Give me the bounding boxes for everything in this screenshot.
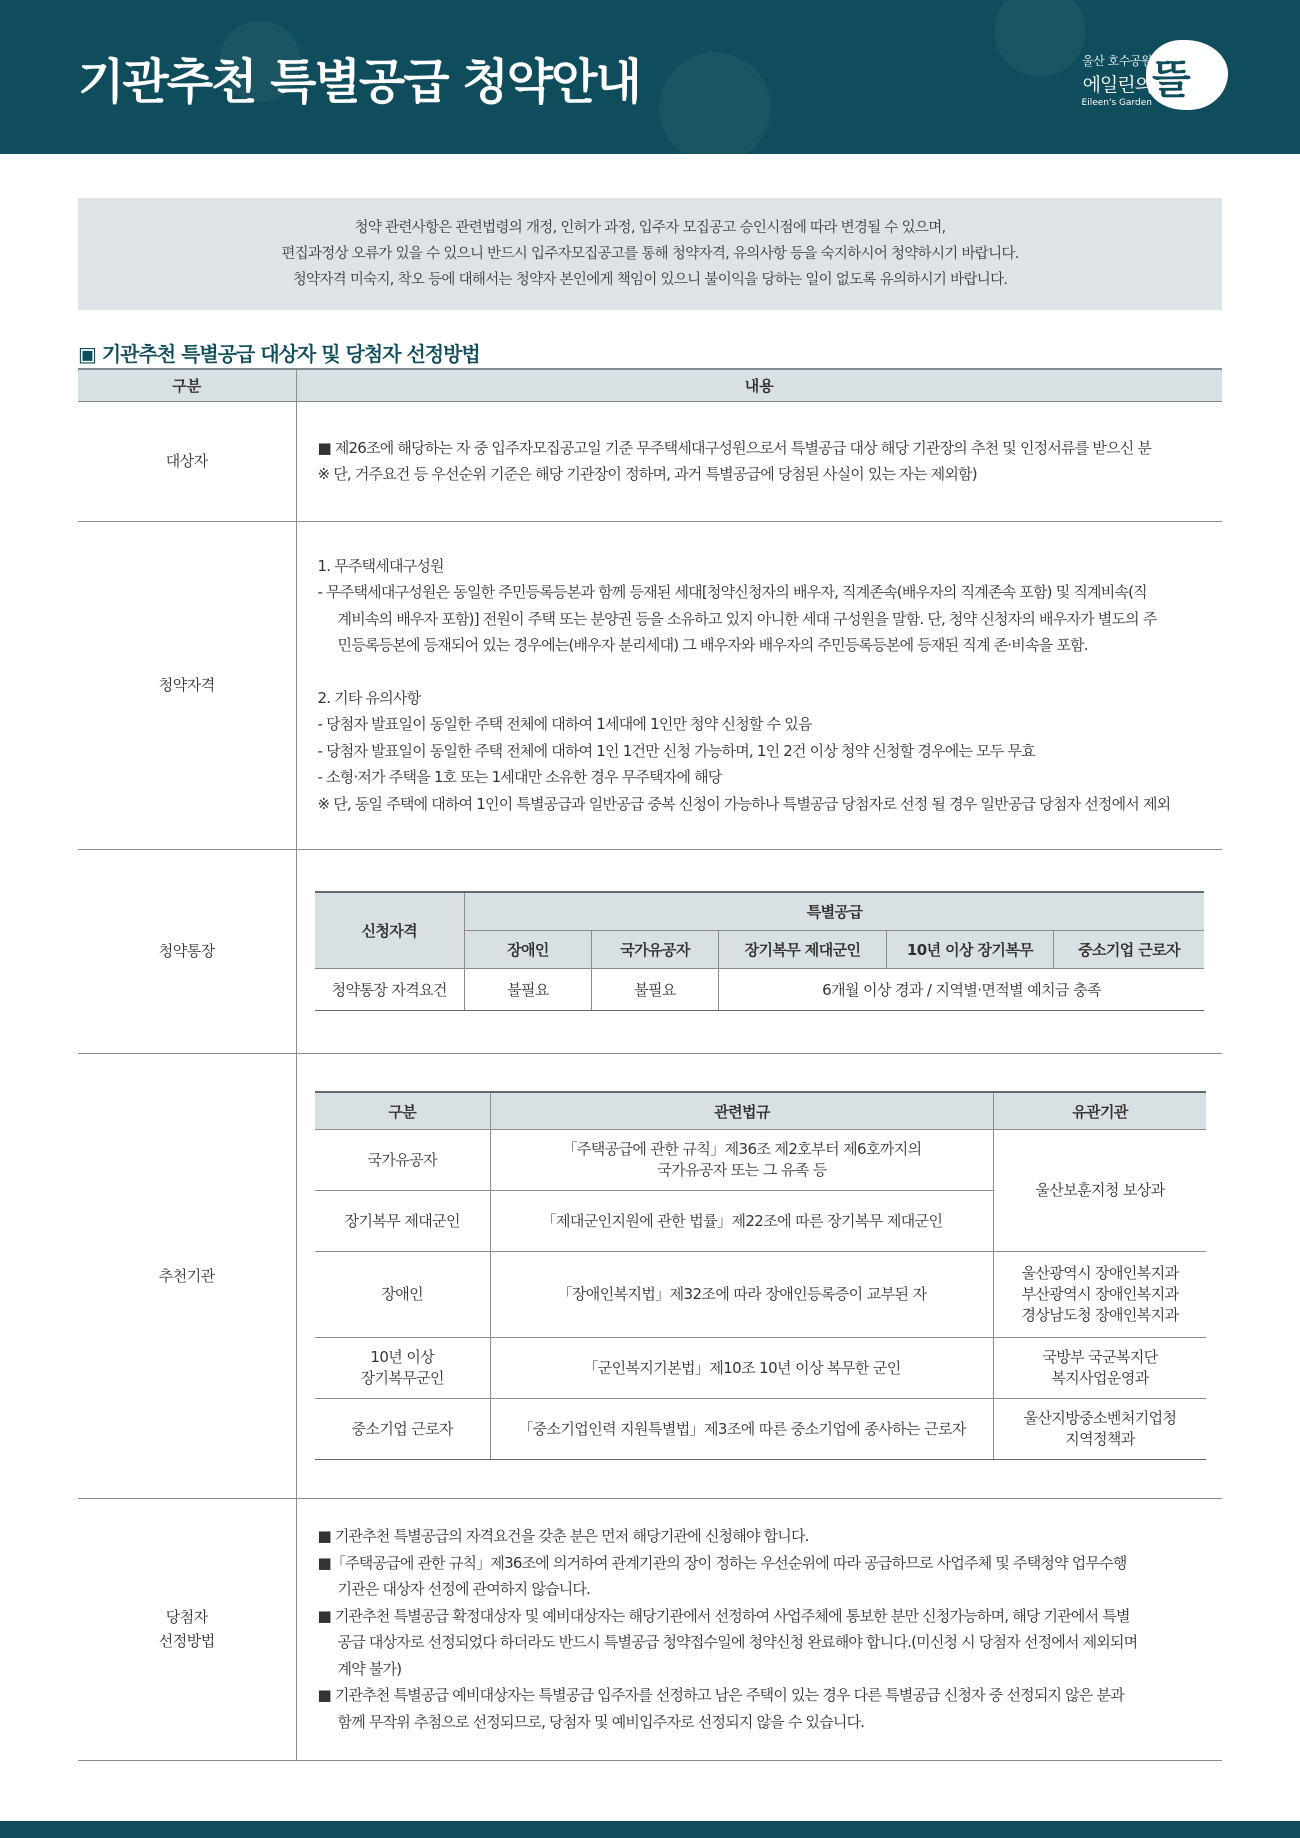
bankbook-cell: 불필요 [592, 968, 719, 1010]
row-target [78, 401, 1222, 521]
qual-line: - 무주택세대구성원은 동일한 주민등록등본과 함께 등재된 세대[청약신청자의 배우자, 직계존속(배우자의 직계존속 포함) 및 직계비속(직 [317, 583, 1147, 602]
head-special-supply: 특별공급 [465, 892, 1205, 930]
agency-law-line: 국가유공자 또는 그 유족 등 [657, 1161, 827, 1180]
row-winner-selection [78, 1498, 1222, 1760]
winner-content [296, 1498, 1222, 1760]
spacer [318, 659, 1207, 685]
agency-org [994, 1338, 1207, 1399]
row-label-line: 당첨자 [165, 1608, 208, 1626]
brand-logo [1062, 40, 1232, 120]
target-line: ■ 제26조에 해당하는 자 중 입주자모집공고일 기준 무주택세대구성원으로서 특별공급 대상 해당 기관장의 추천 및 인정서류를 받으신 분 [317, 438, 1152, 457]
agency-head-type: 구분 [315, 1092, 491, 1130]
logo-name: 에일린의 [1082, 74, 1152, 96]
agency-law: 「중소기업인력 지원특별법」제3조에 따른 중소기업에 종사하는 근로자 [491, 1399, 994, 1460]
bankbook-row-label: 청약통장 자격요건 [315, 968, 465, 1010]
agency-type [315, 1338, 491, 1399]
qual-item-title: 2. 기타 유의사항 [317, 688, 421, 707]
row-label: 청약자격 [78, 521, 296, 849]
agency-type: 중소기업 근로자 [315, 1399, 491, 1460]
qual-line: - 소형·저가 주택을 1호 또는 1세대만 소유한 경우 무주택자에 해당 [317, 768, 722, 787]
agency-row [315, 1338, 1207, 1399]
qual-line: 계비속의 배우자 포함)] 전원이 주택 또는 분양권 등을 소유하고 있지 아니한 세대 구성원을 말함. 단, 청약 신청자의 배우자가 별도의 주 [337, 609, 1157, 628]
bankbook-data-row [315, 968, 1205, 1010]
agency-type: 장애인 [315, 1252, 491, 1338]
section-heading: ▣ 기관추천 특별공급 대상자 및 당첨자 선정방법 [78, 342, 480, 366]
row-qualification [78, 521, 1222, 849]
agency-org-line: 경상남도청 장애인복지과 [1021, 1306, 1179, 1325]
header-content: 내용 [296, 369, 1222, 401]
header-category: 구분 [78, 369, 296, 401]
agency-law: 「장애인복지법」제32조에 따라 장애인등록증이 교부된 자 [491, 1252, 994, 1338]
agency-org-line: 지역정책과 [1065, 1430, 1135, 1449]
row-label: 추천기관 [78, 1053, 296, 1498]
bankbook-table [315, 891, 1205, 1011]
qual-line: - 당첨자 발표일이 동일한 주택 전체에 대하여 1세대에 1인만 청약 신청할 수 있음 [317, 715, 812, 734]
row-label-line: 선정방법 [158, 1632, 215, 1650]
agency-law: 「제대군인지원에 관한 법률」제22조에 따른 장기복무 제대군인 [491, 1191, 994, 1252]
agency-org-line: 울산지방중소벤처기업청 [1023, 1409, 1177, 1428]
qualification-content [296, 521, 1222, 849]
agency-type-line: 장기복무군인 [360, 1369, 444, 1388]
row-bankbook [78, 849, 1222, 1053]
main-table [78, 368, 1222, 1761]
agency-law-line: 「주택공급에 관한 규칙」제36조 제2호부터 제6호까지의 [562, 1140, 922, 1159]
notice-box [78, 198, 1222, 310]
winner-line: 함께 무작위 추첨으로 선정되므로, 당첨자 및 예비입주자로 선정되지 않을 수 있습니다. [337, 1712, 865, 1731]
notice-line: 청약자격 미숙지, 착오 등에 대해서는 청약자 본인에게 책임이 있으니 불이익을 당하는 일이 없도록 유의하시기 바랍니다. [292, 272, 1008, 288]
head-qualification: 신청자격 [315, 892, 465, 968]
winner-line: 기관은 대상자 선정에 관여하지 않습니다. [337, 1580, 591, 1598]
agency-org-line: 울산광역시 장애인복지과 [1021, 1264, 1179, 1283]
page-title: 기관추천 특별공급 청약안내 [78, 54, 640, 110]
winner-line: 계약 불가) [337, 1659, 402, 1678]
agency-type: 장기복무 제대군인 [315, 1191, 491, 1252]
bankbook-cell: 불필요 [465, 968, 592, 1010]
logo-glyph: 뜰 [1152, 57, 1191, 103]
col-sme-worker: 중소기업 근로자 [1054, 930, 1205, 968]
winner-line: ■ 기관추천 특별공급 예비대상자는 특별공급 입주자를 선정하고 남은 주택이 있는 경우 다른 특별공급 신청자 중 선정되지 않은 분과 [317, 1686, 1124, 1704]
bankbook-content [296, 849, 1222, 1053]
winner-line: 공급 대상자로 선정되었다 하더라도 반드시 특별공급 청약접수일에 청약신청 완료해야 합니다.(미신청 시 당첨자 선정에서 제외되며 [337, 1633, 1138, 1651]
agency-head-law: 관련법규 [491, 1092, 994, 1130]
winner-line: ■ 기관추천 특별공급의 자격요건을 갖춘 분은 먼저 해당기관에 신청해야 합니다. [317, 1527, 809, 1545]
notice-line: 청약 관련사항은 관련법령의 개정, 인허가 과정, 입주자 모집공고 승인시점에 따라 변경될 수 있으며, [354, 220, 946, 236]
agency-org-line: 부산광역시 장애인복지과 [1021, 1285, 1179, 1304]
agency-head-org: 유관기관 [994, 1092, 1207, 1130]
qual-line: - 당첨자 발표일이 동일한 주택 전체에 대하여 1인 1건만 신청 가능하며, 1인 2건 이상 청약 신청할 경우에는 모두 무효 [317, 741, 1035, 760]
agency-type-line: 10년 이상 [370, 1348, 435, 1367]
agency-law: 「군인복지기본법」제10조 10년 이상 복무한 군인 [491, 1338, 994, 1399]
page-header [0, 0, 1300, 154]
agency-type: 국가유공자 [315, 1130, 491, 1191]
row-label: 대상자 [78, 401, 296, 521]
main-table-header-row [78, 369, 1222, 401]
agency-content [296, 1053, 1222, 1498]
agency-org-line: 복지사업운영과 [1051, 1369, 1149, 1388]
winner-line: ■「주택공급에 관한 규칙」제36조에 의거하여 관계기관의 장이 정하는 우선순위에 따라 공급하므로 사업주체 및 주택청약 업무수행 [317, 1553, 1127, 1572]
row-label: 청약통장 [78, 849, 296, 1053]
agency-row [315, 1399, 1207, 1460]
agency-row [315, 1130, 1207, 1191]
row-label [78, 1498, 296, 1760]
agency-header-row [315, 1092, 1207, 1130]
qual-item-title: 1. 무주택세대구성원 [317, 556, 444, 575]
target-content [296, 401, 1222, 521]
col-veteran: 장기복무 제대군인 [719, 930, 887, 968]
qual-line: 민등록등본에 등재되어 있는 경우에는(배우자 분리세대) 그 배우자와 배우자의 주민등록등본에 등재된 직계 존·비속을 포함. [337, 636, 1088, 655]
row-agency [78, 1053, 1222, 1498]
agency-table [315, 1091, 1207, 1461]
agency-org [994, 1399, 1207, 1460]
bankbook-header-row [315, 892, 1205, 930]
col-longterm: 10년 이상 장기복무 [887, 930, 1054, 968]
agency-org-line: 국방부 국군복지단 [1042, 1348, 1158, 1367]
target-line: ※ 단, 거주요건 등 우선순위 기준은 해당 기관장이 정하며, 과거 특별공급에 당첨된 사실이 있는 자는 제외함) [317, 465, 977, 483]
agency-law [491, 1130, 994, 1191]
bankbook-cell: 6개월 이상 경과 / 지역별·면적별 예치금 충족 [719, 968, 1205, 1010]
logo-english: Eileen's Garden [1081, 98, 1152, 108]
logo-subtitle: 울산 호수공원 [1082, 54, 1152, 68]
agency-org [994, 1252, 1207, 1338]
footer-bar [0, 1821, 1300, 1838]
agency-row [315, 1252, 1207, 1338]
agency-org: 울산보훈지청 보상과 [994, 1130, 1207, 1252]
winner-line: ■ 기관추천 특별공급 확정대상자 및 예비대상자는 해당기관에서 선정하여 사업주체에 통보한 분만 신청가능하며, 해당 기관에서 특별 [317, 1606, 1130, 1625]
qual-line: ※ 단, 동일 주택에 대하여 1인이 특별공급과 일반공급 중복 신청이 가능하나 특별공급 당첨자로 선정 될 경우 일반공급 당첨자 선정에서 제외 [317, 794, 1171, 813]
col-merit: 국가유공자 [592, 930, 719, 968]
col-disabled: 장애인 [465, 930, 592, 968]
notice-line: 편집과정상 오류가 있을 수 있으니 반드시 입주자모집공고를 통해 청약자격, 유의사항 등을 숙지하시어 청약하시기 바랍니다. [281, 246, 1019, 262]
